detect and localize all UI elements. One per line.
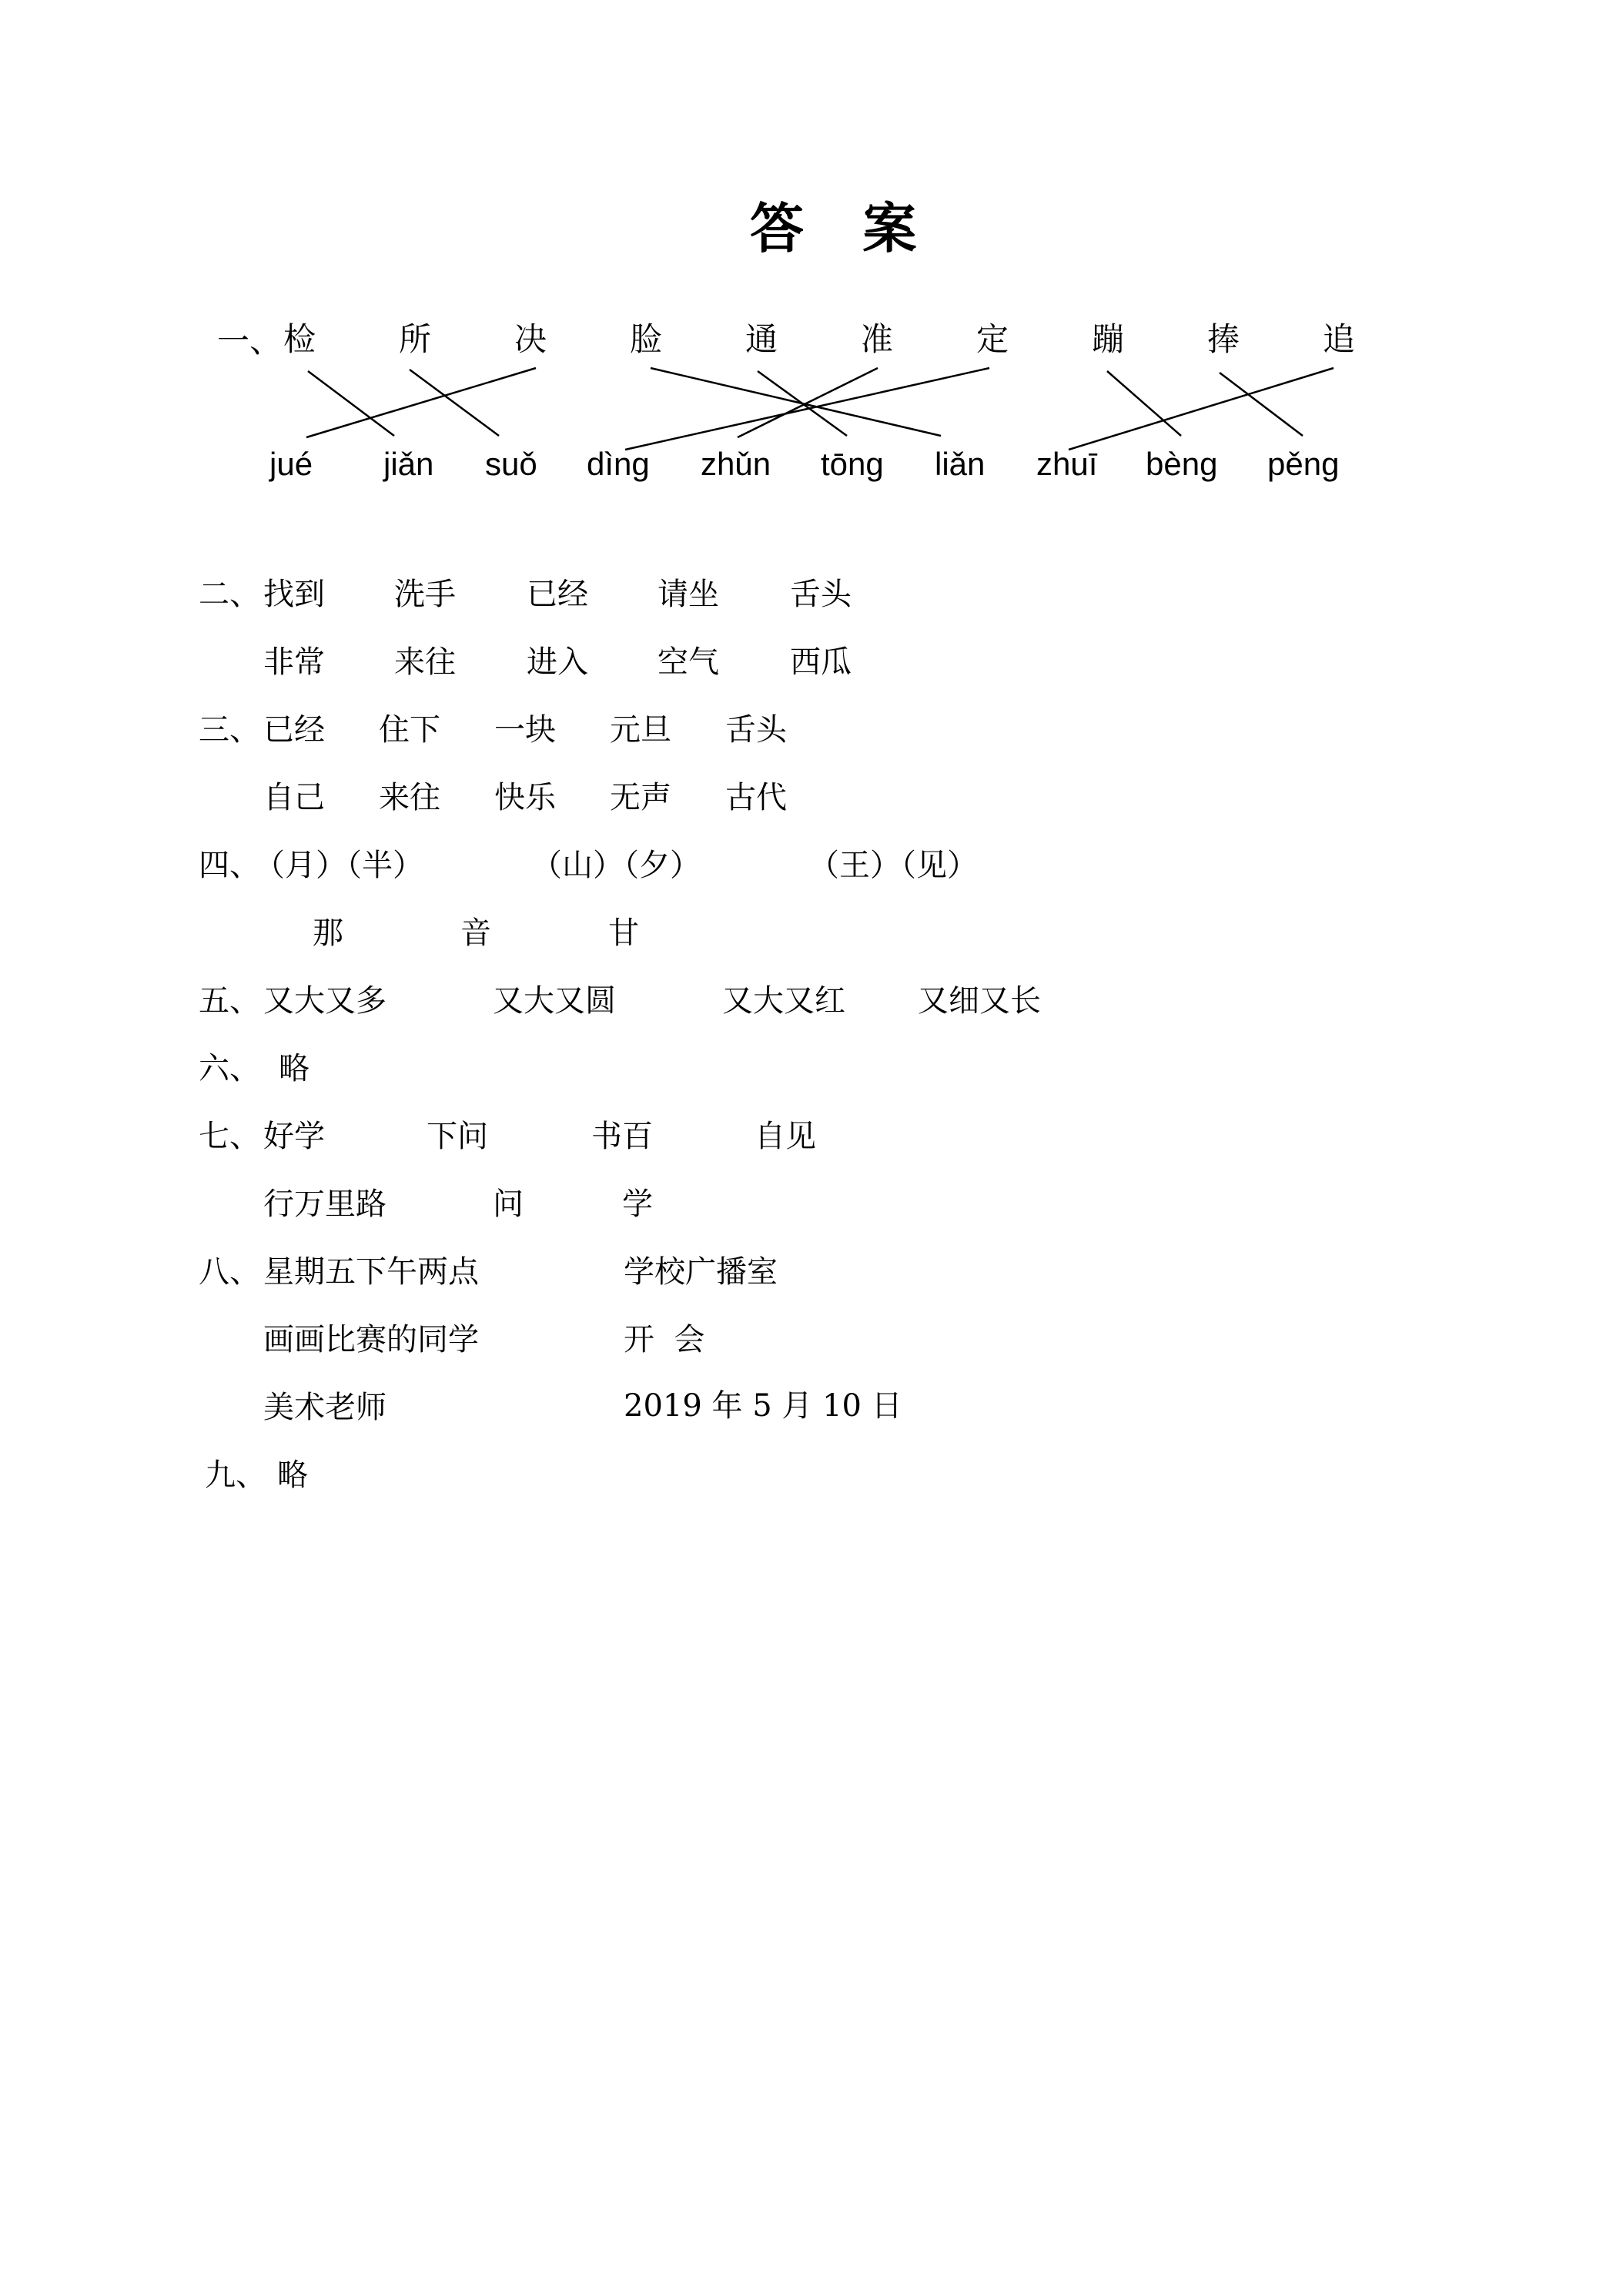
- phrase: 又大又红: [722, 983, 845, 1019]
- char-item: 定: [976, 320, 1009, 358]
- notice-date: 2019 年 5 月 10 日: [624, 1388, 902, 1424]
- word: 找到: [263, 577, 325, 612]
- omitted-text: 略: [277, 1458, 308, 1493]
- word: 问: [493, 1186, 524, 1222]
- combined-char: 那: [313, 915, 343, 951]
- word: 快乐: [494, 780, 556, 815]
- match-line: [651, 368, 941, 436]
- char-item: 捧: [1207, 320, 1240, 358]
- word: 已经: [527, 577, 588, 612]
- radical-pair: （月）（半）: [254, 848, 423, 883]
- combined-char: 音: [460, 915, 491, 951]
- pinyin-item: pěng: [1267, 446, 1340, 482]
- pinyin-item: jué: [269, 446, 313, 482]
- notice-cell: 开 会: [624, 1322, 705, 1357]
- char-item: 追: [1323, 320, 1356, 358]
- word: 西瓜: [790, 644, 852, 680]
- char-item: 脸: [630, 320, 663, 358]
- char-item: 通: [745, 320, 778, 358]
- pinyin-item: tōng: [821, 446, 884, 482]
- pinyin-item: bèng: [1146, 446, 1218, 482]
- pinyin-item: liǎn: [935, 446, 986, 482]
- radical-pair: （王）（见）: [808, 848, 978, 883]
- pinyin-item: zhǔn: [701, 446, 771, 482]
- match-line: [738, 368, 878, 437]
- word: 下问: [427, 1119, 488, 1154]
- pinyin-item: dìng: [587, 446, 650, 482]
- notice-cell: 学校广播室: [624, 1254, 778, 1290]
- phrase: 又细又长: [918, 983, 1041, 1019]
- phrase: 又大又多: [263, 983, 387, 1019]
- section6-label: 六、: [199, 1051, 260, 1086]
- word: 非常: [263, 644, 325, 680]
- page-title: 答 案: [750, 197, 937, 260]
- section9-label: 九、: [205, 1458, 266, 1493]
- section1-label: 一、: [217, 322, 283, 360]
- word: 进入: [527, 644, 588, 680]
- matching-lines: [0, 0, 1623, 539]
- word: 请坐: [658, 577, 719, 612]
- match-line: [308, 371, 394, 436]
- section8-label: 八、: [199, 1254, 260, 1290]
- word: 好学: [263, 1119, 325, 1154]
- word: 元旦: [610, 712, 671, 748]
- char-item: 检: [283, 320, 316, 358]
- section5-label: 五、: [199, 983, 260, 1019]
- match-line: [625, 368, 989, 450]
- word: 自己: [263, 780, 325, 815]
- word: 学: [622, 1186, 653, 1222]
- word: 古代: [725, 780, 787, 815]
- match-line: [1069, 368, 1334, 450]
- notice-cell: 星期五下午两点: [263, 1254, 479, 1290]
- pinyin-item: zhuī: [1036, 446, 1098, 482]
- word: 舌头: [725, 712, 787, 748]
- char-item: 所: [399, 320, 432, 358]
- combined-char: 甘: [608, 915, 639, 951]
- char-item: 准: [861, 320, 894, 358]
- word: 一块: [494, 712, 556, 748]
- char-item: 决: [514, 320, 547, 358]
- pinyin-item: suǒ: [485, 446, 537, 482]
- radical-pair: （山）（夕）: [531, 848, 701, 883]
- notice-cell: 美术老师: [263, 1390, 387, 1425]
- word: 住下: [379, 712, 440, 748]
- section4-label: 四、: [199, 848, 260, 883]
- word: 来往: [379, 780, 440, 815]
- notice-cell: 画画比赛的同学: [263, 1322, 479, 1357]
- pinyin-item: jiǎn: [383, 446, 434, 482]
- word: 洗手: [394, 577, 456, 612]
- word: 无声: [610, 780, 671, 815]
- word: 已经: [263, 712, 325, 748]
- word: 来往: [394, 644, 456, 680]
- char-item: 蹦: [1092, 320, 1125, 358]
- omitted-text: 略: [279, 1051, 310, 1086]
- section3-label: 三、: [199, 712, 260, 748]
- phrase: 又大又圆: [493, 983, 616, 1019]
- word: 空气: [658, 644, 719, 680]
- section2-label: 二、: [199, 577, 260, 612]
- section7-label: 七、: [199, 1119, 260, 1154]
- word: 书百: [591, 1119, 653, 1154]
- word: 自见: [755, 1119, 816, 1154]
- word: 行万里路: [263, 1186, 387, 1222]
- word: 舌头: [790, 577, 852, 612]
